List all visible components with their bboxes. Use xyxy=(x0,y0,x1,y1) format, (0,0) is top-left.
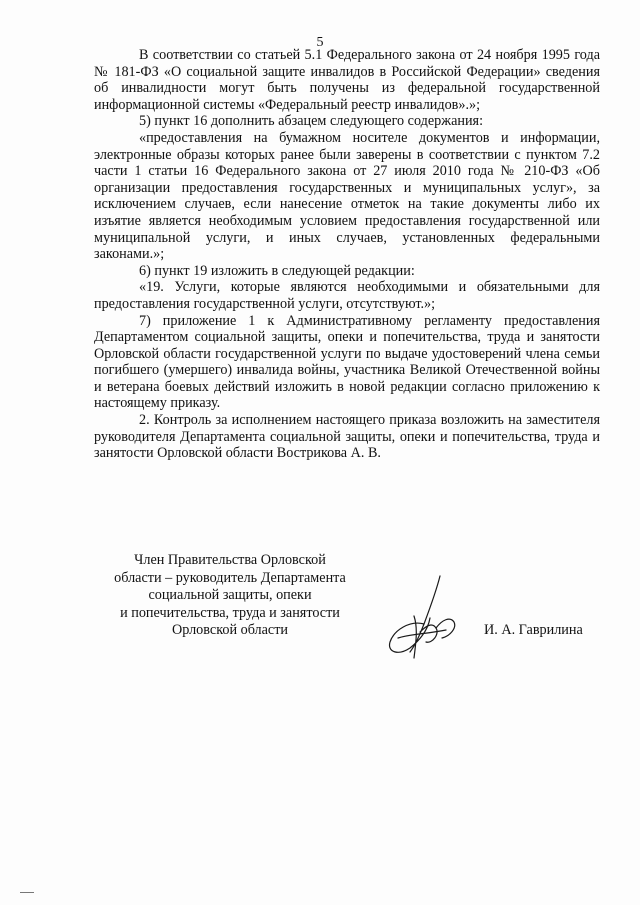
paragraph-item-6: 6) пункт 19 изложить в следующей редакции: xyxy=(139,262,415,279)
handwritten-signature xyxy=(380,572,464,662)
paragraph-control: 2. Контроль за исполнением настоящего приказа возложить на заместителя руководителя Департамента социальной защиты, опеки и попечительства, труда и занятости Орловской области Вострикова А. В. xyxy=(94,412,600,462)
signatory-title xyxy=(96,552,364,640)
signatory-name: И. А. Гаврилина xyxy=(484,622,583,638)
paragraph-item-6-text: «19. Услуги, которые являются необходимыми и обязательными для предоставления государственной услуги, отсутствуют.»; xyxy=(94,279,600,312)
signatory-title-line: социальной защиты, опеки xyxy=(148,587,312,603)
signatory-title-line: Орловской области xyxy=(171,622,289,638)
paragraph-item-5: 5) пункт 16 дополнить абзацем следующего содержания: xyxy=(139,113,484,130)
document-body xyxy=(94,47,600,462)
signatory-title-line: области – руководитель Департамента xyxy=(114,569,346,586)
scan-artifact xyxy=(20,892,34,893)
paragraph-continuation: В соответствии со статьей 5.1 Федерального закона от 24 ноября 1995 года № 181-ФЗ «О социальной защите инвалидов в Российской Федерации» сведения об инвалидности могут быть получены из федеральной государственной информационной системы «Федеральный реестр инвалидов».»; xyxy=(94,47,600,113)
paragraph-item-5-text: «предоставления на бумажном носителе документов и информации, электронные образы которых ранее были заверены в соответствии с пунктом 7.2 части 1 статьи 16 Федерального закона от 27 июля 2010 года № 210-ФЗ «Об организации предоставления государственных и муниципальных услуг», за исключением случаев, если нанесение отметок на такие документы либо их изъятие является необходимым условием предоставления государственной или муниципальной услуги, и иных случаев, установленных федеральными законами.»; xyxy=(94,129,600,263)
paragraph-item-7: 7) приложение 1 к Административному регламенту предоставления Департаментом социальной защиты, опеки и попечительства, труда и занятости Орловской области государственной услуги по выдаче удостоверений члена семьи погибшего (умершего) инвалида войны, участника Великой Отечественной войны и ветерана боевых действий изложить в новой редакции согласно приложению к настоящему приказу. xyxy=(94,312,600,412)
signatory-title-line: Член Правительства Орловской xyxy=(134,552,326,568)
signatory-title-line: и попечительства, труда и занятости xyxy=(120,604,340,621)
page-number: 5 xyxy=(316,35,324,50)
